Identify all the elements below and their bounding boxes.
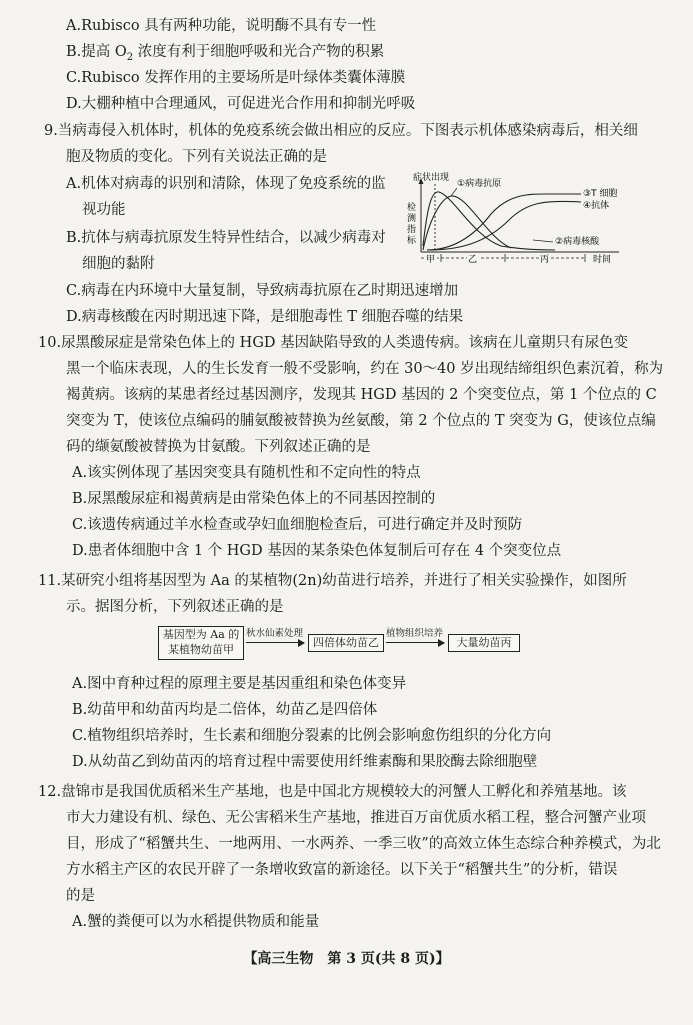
q9-option-a-line1 (66, 172, 386, 196)
q9-stem-line1 (44, 119, 638, 143)
option-text: 患者体细胞中含 1 个 HGD 基因的某条染色体复制后可存在 4 个突变位点 (87, 543, 562, 559)
q12-option-a (72, 910, 319, 934)
flow-box-tetraploid-b: 四倍体幼苗乙 (308, 634, 384, 652)
option-text-post: 浓度有利于细胞呼吸和光合产物的积累 (133, 44, 385, 60)
option-label: A. (66, 176, 82, 192)
ylabel-char: 标 (407, 236, 417, 246)
q8-option-d (66, 92, 415, 116)
q12-stem-line1 (38, 780, 627, 804)
option-label: B. (66, 44, 82, 60)
q9-option-b-line2: 细胞的黏附 (82, 256, 155, 272)
option-text: Rubisco 具有两种功能，说明酶不具有专一性 (81, 18, 377, 34)
option-label: A. (72, 914, 88, 930)
q11-option-c (72, 724, 551, 748)
stem-text: 盘锦市是我国优质稻米生产基地，也是中国北方规模较大的河蟹人工孵化和养殖基地。该 (61, 784, 627, 800)
q10-option-b (72, 487, 435, 511)
stem-text: 尿黑酸尿症是常染色体上的 HGD 基因缺陷导致的人类遗传病。该病在儿童期只有尿色变 (61, 335, 629, 351)
option-label: C. (72, 517, 88, 533)
q12-stem-line2: 市大力建设有机、绿色、无公害稻米生产基地，推进百万亩优质水稻工程，整合河蟹产业项 (66, 810, 646, 826)
option-label: A. (72, 676, 88, 692)
q12-stem-line5: 的是 (66, 888, 95, 904)
question-number: 10. (38, 335, 62, 351)
q11-option-b (72, 698, 377, 722)
ylabel-char: 测 (407, 214, 417, 224)
q11-option-d (72, 750, 537, 774)
option-label: D. (66, 96, 82, 112)
period-label-yi: 乙 (468, 255, 478, 265)
option-label: A. (66, 18, 82, 34)
period-label-bing: 丙 (540, 255, 550, 265)
option-label: C. (72, 728, 88, 744)
symptom-label: 症状出现 (413, 173, 450, 183)
q10-stem-line2: 黑一个临床表现，人的生长发育一般不受影响，约在 30～40 岁出现结缔组织色素沉着，称为 (66, 361, 664, 377)
flow-step-colchicine: 秋水仙素处理 (246, 628, 304, 639)
option-text: 大棚种植中合理通风，可促进光合作用和抑制光呼吸 (81, 96, 416, 112)
q11-stem-line2: 示。据图分析，下列叙述正确的是 (66, 599, 284, 615)
q9-option-c (66, 279, 458, 303)
q10-stem-line1 (38, 331, 628, 355)
q8-option-a (66, 14, 376, 38)
subscript: 2 (126, 51, 134, 63)
question-number: 11. (38, 573, 62, 589)
option-text: 病毒在内环境中大量复制，导致病毒抗原在乙时期迅速增加 (81, 283, 459, 299)
option-text: 病毒核酸在丙时期迅速下降，是细胞毒性 T 细胞吞噬的结果 (81, 309, 464, 325)
curve-label-nucleic-acid: ②病毒核酸 (555, 237, 600, 247)
breeding-flowchart (158, 626, 533, 666)
option-text: 该实例体现了基因突变具有随机性和不定向性的特点 (87, 465, 421, 481)
option-text-pre: 提高 O (81, 44, 127, 60)
option-text: 尿黑酸尿症和褐黄病是由常染色体上的不同基因控制的 (87, 491, 436, 507)
stem-text: 某研究小组将基因型为 Aa 的某植物(2n)幼苗进行培养，并进行了相关实验操作，如图所 (61, 573, 627, 589)
q9-option-d (66, 305, 463, 329)
option-label: D. (66, 309, 82, 325)
stem-text: 当病毒侵入机体时，机体的免疫系统会做出相应的反应。下图表示机体感染病毒后，相关细 (57, 123, 638, 139)
q10-stem-line4: 突变为 T，使该位点编码的脯氨酸被替换为丝氨酸，第 2 个位点的 T 突变为 G，使该位点编 (66, 413, 656, 429)
option-text: Rubisco 发挥作用的主要场所是叶绿体类囊体薄膜 (81, 70, 406, 86)
flow-box-text: 某植物幼苗甲 (168, 643, 234, 656)
flow-arrow (386, 642, 444, 643)
curve-label-antibody: ④抗体 (583, 201, 610, 211)
immune-response-diagram (405, 170, 625, 270)
option-label: D. (72, 543, 88, 559)
q10-option-d (72, 539, 561, 563)
x-axis-label: 时间 (593, 255, 612, 265)
q12-stem-line3: 目，形成了“稻蟹共生、一地两用、一水两养、一季三收”的高效立体生态综合种养模式，为北 (66, 836, 661, 852)
question-number: 9. (44, 123, 58, 139)
q10-stem-line5: 码的缬氨酸被替换为甘氨酸。下列叙述正确的是 (66, 439, 371, 455)
q11-stem-line1 (38, 569, 627, 593)
flow-step-tissue-culture: 植物组织培养 (386, 628, 444, 639)
flow-box-seedlings-c: 大量幼苗丙 (448, 634, 520, 652)
q11-option-a (72, 672, 406, 696)
q10-option-a (72, 461, 421, 485)
option-text: 该遗传病通过羊水检查或孕妇血细胞检查后，可进行确定并及时预防 (87, 517, 523, 533)
q8-option-c (66, 66, 405, 90)
page-footer: 【高三生物 第 3 页(共 8 页)】 (243, 951, 450, 967)
q9-option-a-line2: 视功能 (82, 202, 126, 218)
option-label: B. (72, 702, 88, 718)
curve-virus-nucleic-acid (423, 192, 555, 250)
q12-stem-line4: 方水稻主产区的农民开辟了一条增收致富的新途径。以下关于“稻蟹共生”的分析，错误 (66, 862, 618, 878)
option-text: 蟹的粪便可以为水稻提供物质和能量 (87, 914, 320, 930)
option-text: 图中育种过程的原理主要是基因重组和染色体变异 (87, 676, 407, 692)
curve-label-t-cell: ③T 细胞 (583, 189, 618, 199)
option-label: C. (66, 70, 82, 86)
flow-arrow (246, 642, 304, 643)
option-text: 机体对病毒的识别和清除，体现了免疫系统的监 (81, 176, 386, 192)
q9-stem-line2: 胞及物质的变化。下列有关说法正确的是 (66, 149, 327, 165)
q9-option-b-line1 (66, 226, 386, 250)
option-text: 幼苗甲和幼苗丙均是二倍体，幼苗乙是四倍体 (87, 702, 378, 718)
curve-virus-antigen (423, 196, 511, 250)
leader-line (451, 188, 457, 196)
option-text: 从幼苗乙到幼苗丙的培育过程中需要使用纤维素酶和果胶酶去除细胞壁 (87, 754, 538, 770)
period-label-jia: 甲 (426, 255, 436, 265)
option-label: A. (72, 465, 88, 481)
ylabel-char: 指 (407, 225, 417, 235)
flow-box-text: 基因型为 Aa 的 (162, 628, 240, 641)
option-label: B. (72, 491, 88, 507)
option-text: 抗体与病毒抗原发生特异性结合，以减少病毒对 (81, 230, 386, 246)
q10-option-c (72, 513, 522, 537)
option-label: C. (66, 283, 82, 299)
curve-label-antigen: ①病毒抗原 (457, 179, 502, 189)
option-label: B. (66, 230, 82, 246)
leader-line (533, 240, 553, 242)
q10-stem-line3: 褐黄病。该病的某患者经过基因测序，发现其 HGD 基因的 2 个突变位点，第 1 个位点的 C (66, 387, 657, 403)
ylabel-char: 检 (407, 203, 417, 213)
option-label: D. (72, 754, 88, 770)
flow-box-seedling-a (158, 626, 244, 660)
option-text: 植物组织培养时，生长素和细胞分裂素的比例会影响愈伤组织的分化方向 (87, 728, 552, 744)
question-number: 12. (38, 784, 62, 800)
